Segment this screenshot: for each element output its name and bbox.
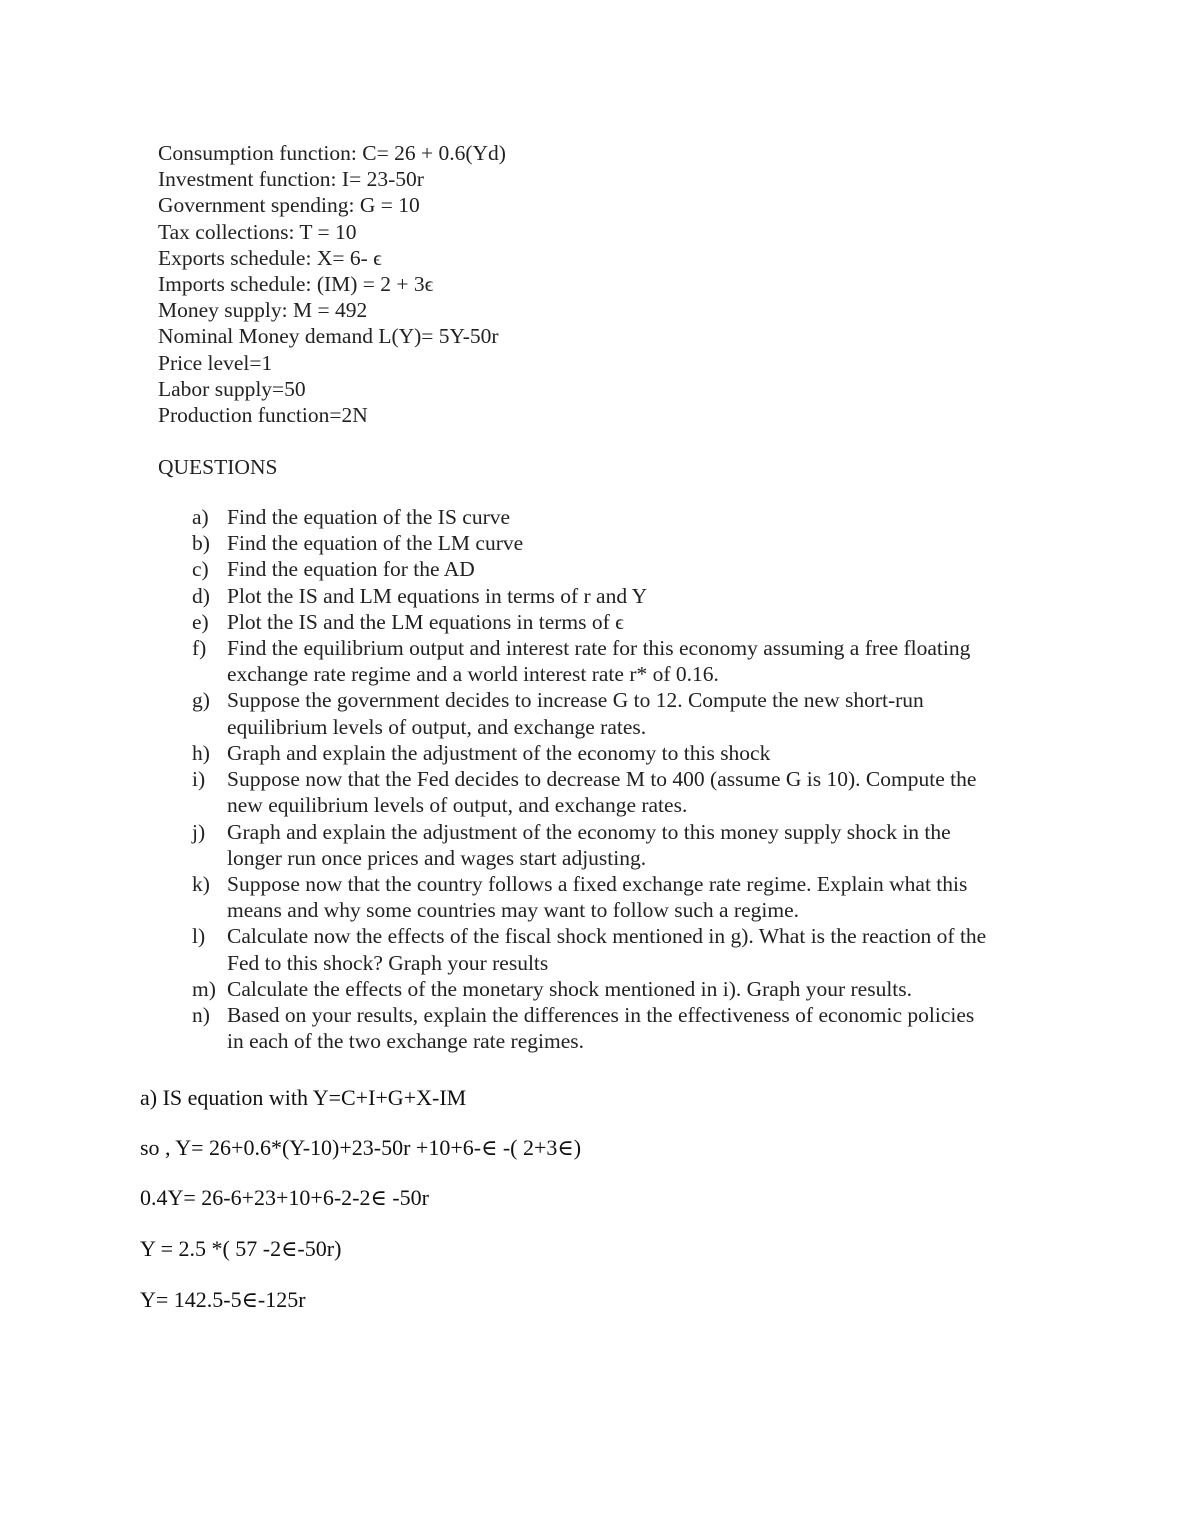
given-government-spending: Government spending: G = 10	[158, 193, 420, 218]
answer-step-4: Y= 142.5-5∈-125r	[140, 1287, 306, 1312]
question-text: Suppose now that the country follows a fixed exchange rate regime. Explain what this means and why some countries may want to follow such a regime.	[227, 871, 968, 923]
given-production-function: Production function=2N	[158, 402, 368, 427]
question-text: Based on your results, explain the differences in the effectiveness of economic policies in each of the two exchange rate regimes.	[227, 1002, 975, 1054]
given-money-demand: Nominal Money demand L(Y)= 5Y-50r	[158, 324, 499, 349]
question-text: Plot the IS and the LM equations in terms of ϵ	[227, 609, 624, 634]
given-price-level: Price level=1	[158, 350, 273, 375]
question-letter: h)	[192, 740, 210, 765]
given-labor-supply: Labor supply=50	[158, 376, 306, 401]
question-letter: m)	[192, 976, 216, 1001]
question-item	[192, 635, 988, 687]
question-letter: j)	[192, 819, 206, 844]
given-taxes: Tax collections: T = 10	[158, 219, 357, 244]
question-letter: n)	[192, 1002, 210, 1027]
given-consumption: Consumption function: C= 26 + 0.6(Yd)	[158, 141, 506, 165]
given-imports: Imports schedule: (IM) = 2 + 3ϵ	[158, 271, 434, 296]
question-letter: i)	[192, 767, 206, 792]
question-text: Calculate the effects of the monetary shock mentioned in i). Graph your results.	[227, 976, 913, 1001]
question-letter: c)	[192, 557, 209, 582]
answer-step-2: 0.4Y= 26-6+23+10+6-2-2∈ -50r	[140, 1185, 429, 1210]
answer-heading: a) IS equation with Y=C+I+G+X-IM	[140, 1085, 467, 1110]
question-item	[192, 976, 988, 1002]
answer-step-3: Y = 2.5 *( 57 -2∈-50r)	[140, 1236, 342, 1261]
question-item	[192, 504, 988, 530]
question-text: Calculate now the effects of the fiscal shock mentioned in g). What is the reaction of the Fed to this shock? Graph your results	[227, 924, 987, 975]
question-letter: f)	[192, 636, 207, 661]
questions-heading: QUESTIONS	[158, 455, 278, 480]
question-letter: b)	[192, 531, 210, 556]
question-text: Find the equation of the IS curve	[227, 505, 511, 530]
question-text: Suppose now that the Fed decides to decrease M to 400 (assume G is 10). Compute the new equilibrium levels of output, and exchange rates.	[227, 767, 977, 818]
question-item	[192, 1002, 988, 1054]
question-letter: g)	[192, 688, 210, 713]
question-letter: e)	[192, 609, 209, 634]
questions-list	[192, 504, 988, 1054]
question-item	[192, 766, 988, 818]
question-item	[192, 556, 988, 582]
answer-step-1: so , Y= 26+0.6*(Y-10)+23-50r +10+6-∈ -( 2+3∈)	[140, 1135, 582, 1160]
question-text: Find the equilibrium output and interest rate for this economy assuming a free floating exchange rate regime and a world interest rate r* of 0.16.	[227, 636, 971, 687]
question-text: Plot the IS and LM equations in terms of r and Y	[227, 583, 648, 608]
question-text: Graph and explain the adjustment of the economy to this shock	[227, 740, 771, 765]
question-text: Suppose the government decides to increase G to 12. Compute the new short-run equilibrium levels of output, and exchange rates.	[227, 688, 924, 739]
question-text: Find the equation for the AD	[227, 557, 475, 582]
question-letter: k)	[192, 871, 210, 896]
question-item	[192, 871, 988, 923]
question-item	[192, 740, 988, 766]
given-equations	[158, 140, 988, 428]
question-text: Find the equation of the LM curve	[227, 531, 524, 556]
question-item	[192, 530, 988, 556]
given-exports: Exports schedule: X= 6- ϵ	[158, 245, 382, 270]
question-item	[192, 687, 988, 739]
given-money-supply: Money supply: M = 492	[158, 298, 368, 323]
question-letter: d)	[192, 583, 210, 608]
question-letter: a)	[192, 505, 209, 530]
question-text: Graph and explain the adjustment of the economy to this money supply shock in the longer run once prices and wages start adjusting.	[227, 819, 951, 870]
question-item	[192, 609, 988, 635]
question-item	[192, 583, 988, 609]
question-item	[192, 819, 988, 871]
question-item	[192, 923, 988, 975]
given-investment: Investment function: I= 23-50r	[158, 167, 424, 192]
scanned-problem-image	[158, 140, 988, 1054]
question-letter: l)	[192, 924, 206, 949]
